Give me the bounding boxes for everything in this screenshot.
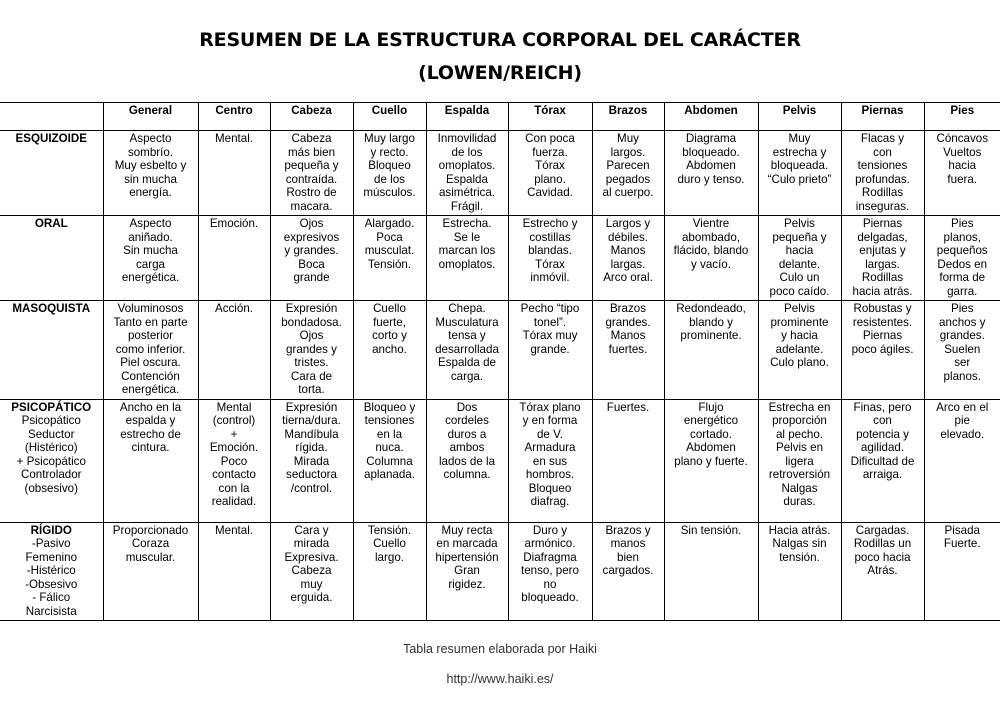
table-cell bbox=[924, 131, 1000, 216]
cell-text: Aspecto sombrío. Muy esbelto y sin mucha energía. bbox=[114, 132, 187, 199]
table-cell bbox=[198, 399, 270, 522]
cell-text: Pisada Fuerte. bbox=[943, 523, 981, 550]
table-cell bbox=[270, 216, 353, 301]
table-cell bbox=[198, 301, 270, 400]
row-header-cell bbox=[0, 522, 103, 621]
column-header: Centro bbox=[198, 103, 270, 131]
table-cell bbox=[664, 399, 758, 522]
cell-text: Redondeado, blando y prominente. bbox=[676, 302, 746, 342]
table-cell bbox=[841, 301, 924, 400]
table-cell bbox=[508, 522, 592, 621]
cell-text: Pecho “tipo tonel”. Tórax muy grande. bbox=[520, 302, 580, 356]
table-cell bbox=[103, 301, 198, 400]
column-header: General bbox=[103, 103, 198, 131]
cell-text: Tensión. Cuello largo. bbox=[367, 523, 412, 564]
cell-text: Flacas y con tensiones profundas. Rodillas inseguras. bbox=[855, 132, 910, 213]
column-header: Pelvis bbox=[758, 103, 841, 131]
column-header: Tórax bbox=[508, 103, 592, 131]
row-header-subtypes: Psicopático Seductor (Histérico) + Psicopático Controlador (obsesivo) bbox=[16, 414, 86, 495]
table-cell bbox=[353, 301, 426, 400]
column-header: Brazos bbox=[592, 103, 664, 131]
table-cell bbox=[508, 301, 592, 400]
column-header: Pies bbox=[924, 103, 1000, 131]
cell-text: Duro y armónico. Diafragma tenso, pero no bloqueado. bbox=[520, 523, 579, 604]
cell-text: Sin tensión. bbox=[680, 523, 742, 537]
cell-text: Piernas delgadas, enjutas y largas. Rodillas hacia atrás. bbox=[852, 217, 913, 298]
table-cell bbox=[592, 216, 664, 301]
cell-text: Pelvis pequeña y hacia delante. Culo un poco caído. bbox=[769, 217, 830, 298]
table-cell bbox=[592, 522, 664, 621]
cell-text: Arco en el pie elevado. bbox=[936, 400, 989, 441]
cell-text: Pies anchos y grandes. Suelen ser planos. bbox=[939, 302, 986, 383]
table-cell bbox=[841, 399, 924, 522]
cell-text: Cara y mirada Expresiva. Cabeza muy erguida. bbox=[284, 523, 339, 604]
cell-text: Largos y débiles. Manos largas. Arco oral. bbox=[603, 217, 653, 284]
cell-text: Alargado. Poca musculat. Tensión. bbox=[364, 217, 415, 271]
cell-text: Mental (control) + Emoción. Poco contacto con la realidad. bbox=[209, 400, 259, 508]
table-cell bbox=[841, 216, 924, 301]
table-cell bbox=[353, 131, 426, 216]
table-cell bbox=[426, 399, 508, 522]
table-row bbox=[0, 131, 1000, 216]
cell-text: Fuertes. bbox=[606, 400, 650, 414]
table-cell bbox=[353, 399, 426, 522]
table-cell bbox=[758, 131, 841, 216]
cell-text: Chepa. Musculatura tensa y desarrollada Espalda de carga. bbox=[435, 302, 499, 383]
row-header-name: MASOQUISTA bbox=[12, 302, 91, 315]
table-cell bbox=[103, 399, 198, 522]
footer-url: http://www.haiki.es/ bbox=[446, 672, 554, 686]
table-cell bbox=[758, 301, 841, 400]
page-title: RESUMEN DE LA ESTRUCTURA CORPORAL DEL CARÁCTER bbox=[199, 29, 801, 51]
table-cell bbox=[103, 131, 198, 216]
row-header-name: ORAL bbox=[34, 217, 68, 230]
table-row bbox=[0, 301, 1000, 400]
cell-text: Mental. bbox=[214, 132, 254, 145]
cell-text: Pies planos, pequeños Dedos en forma de garra. bbox=[936, 217, 988, 298]
footer-credit: Tabla resumen elaborada por Haiki bbox=[403, 642, 597, 656]
row-header-cell bbox=[0, 131, 103, 216]
column-header: Piernas bbox=[841, 103, 924, 131]
row-header-subtypes: -Pasivo Femenino -Histérico -Obsesivo - Fálico Narcisista bbox=[25, 537, 78, 618]
cell-text: Hacia atrás. Nalgas sin tensión. bbox=[768, 523, 831, 564]
column-header: Abdomen bbox=[664, 103, 758, 131]
cell-text: Muy estrecha y bloqueada. “Culo prieto” bbox=[767, 132, 832, 186]
cell-text: Emoción. bbox=[209, 217, 259, 230]
cell-text: Muy recta en marcada hipertensión Gran rigidez. bbox=[435, 523, 499, 591]
table-cell bbox=[592, 131, 664, 216]
cell-text: Bloqueo y tensiones en la nuca. Columna aplanada. bbox=[363, 400, 416, 481]
cell-text: Estrecha. Se le marcan los omoplatos. bbox=[438, 217, 496, 271]
table-cell bbox=[758, 522, 841, 621]
cell-text: Vientre abombado, flácido, blando y vacío. bbox=[673, 217, 749, 271]
row-header-name: ESQUIZOIDE bbox=[15, 132, 87, 145]
table-cell bbox=[664, 301, 758, 400]
cell-text: Pelvis prominente y hacia adelante. Culo plano. bbox=[770, 302, 829, 369]
column-header: Cabeza bbox=[270, 103, 353, 131]
cell-text: Dos cordeles duros a ambos lados de la columna. bbox=[438, 400, 496, 481]
cell-text: Cóncavos Vueltos hacia fuera. bbox=[936, 132, 989, 186]
table-cell bbox=[270, 399, 353, 522]
cell-text: Expresión tierna/dura. Mandíbula rígida. Mirada seductora /control. bbox=[282, 400, 341, 495]
cell-text: Ojos expresivos y grandes. Boca grande bbox=[283, 217, 340, 284]
row-header-cell bbox=[0, 216, 103, 301]
table-cell bbox=[270, 301, 353, 400]
cell-text: Flujo energético cortado. Abdomen plano y fuerte. bbox=[674, 400, 748, 468]
table-cell bbox=[664, 522, 758, 621]
table-cell bbox=[508, 399, 592, 522]
table-cell bbox=[508, 131, 592, 216]
cell-text: Tórax plano y en forma de V. Armadura en sus hombros. Bloqueo diafrag. bbox=[519, 400, 581, 508]
table-cell bbox=[592, 399, 664, 522]
cell-text: Finas, pero con potencia y agilidad. Dificultad de arraiga. bbox=[850, 400, 915, 481]
table-cell bbox=[841, 522, 924, 621]
table-cell bbox=[758, 216, 841, 301]
table-cell bbox=[924, 522, 1000, 621]
cell-text: Voluminosos Tanto en parte posterior como inferior. Piel oscura. Contención energética. bbox=[113, 302, 188, 396]
table-cell bbox=[103, 216, 198, 301]
table-cell bbox=[664, 216, 758, 301]
table-header-row bbox=[0, 103, 1000, 131]
table-cell bbox=[426, 301, 508, 400]
character-structure-table bbox=[0, 102, 1000, 621]
cell-text: Brazos y manos bien cargados. bbox=[602, 523, 654, 577]
cell-text: Diagrama bloqueado. Abdomen duro y tenso. bbox=[677, 132, 745, 186]
table-cell bbox=[270, 522, 353, 621]
cell-text: Aspecto aniñado. Sin mucha carga energética. bbox=[121, 217, 180, 284]
cell-text: Cabeza más bien pequeña y contraída. Rostro de macara. bbox=[284, 132, 339, 213]
header-corner-cell bbox=[0, 103, 103, 131]
table-cell bbox=[924, 399, 1000, 522]
table-cell bbox=[426, 522, 508, 621]
column-header: Cuello bbox=[353, 103, 426, 131]
row-header-cell bbox=[0, 399, 103, 522]
cell-text: Muy largo y recto. Bloqueo de los músculos. bbox=[363, 132, 416, 199]
cell-text: Proporcionado Coraza muscular. bbox=[112, 523, 189, 564]
cell-text: Muy largos. Parecen pegados al cuerpo. bbox=[602, 132, 654, 199]
cell-text: Estrecha en proporción al pecho. Pelvis en ligera retroversión Nalgas duras. bbox=[768, 400, 831, 508]
cell-text: Cargadas. Rodillas un poco hacia Atrás. bbox=[853, 523, 912, 577]
table-row bbox=[0, 522, 1000, 621]
row-header-name: PSICOPÁTICO bbox=[11, 400, 92, 414]
table-cell bbox=[426, 131, 508, 216]
table-cell bbox=[592, 301, 664, 400]
cell-text: Con poca fuerza. Tórax plano. Cavidad. bbox=[525, 132, 575, 199]
table-cell bbox=[353, 522, 426, 621]
table-cell bbox=[508, 216, 592, 301]
cell-text: Robustas y resistentes. Piernas poco ágiles. bbox=[851, 302, 914, 356]
cell-text: Cuello fuerte, corto y ancho. bbox=[372, 302, 407, 356]
row-header-name: RÍGIDO bbox=[30, 523, 72, 537]
cell-text: Mental. bbox=[214, 523, 254, 537]
column-header: Espalda bbox=[426, 103, 508, 131]
cell-text: Ancho en la espalda y estrecho de cintura. bbox=[119, 400, 182, 454]
table-cell bbox=[841, 131, 924, 216]
table-cell bbox=[924, 301, 1000, 400]
table-cell bbox=[426, 216, 508, 301]
cell-text: Estrecho y costillas blandas. Tórax inmóvil. bbox=[522, 217, 578, 284]
table-cell bbox=[198, 216, 270, 301]
table-cell bbox=[758, 399, 841, 522]
cell-text: Expresión bondadosa. Ojos grandes y tristes. Cara de torta. bbox=[281, 302, 342, 396]
table-cell bbox=[198, 131, 270, 216]
row-header-cell bbox=[0, 301, 103, 400]
table-cell bbox=[924, 216, 1000, 301]
cell-text: Inmovilidad de los omoplatos. Espalda asimétrica. Frágil. bbox=[437, 132, 497, 213]
table-cell bbox=[103, 522, 198, 621]
table-cell bbox=[270, 131, 353, 216]
page-subtitle: (LOWEN/REICH) bbox=[418, 62, 582, 84]
table-row bbox=[0, 399, 1000, 522]
table-cell bbox=[198, 522, 270, 621]
table-row bbox=[0, 216, 1000, 301]
cell-text: Acción. bbox=[214, 302, 254, 315]
cell-text: Brazos grandes. Manos fuertes. bbox=[605, 302, 651, 356]
table-cell bbox=[353, 216, 426, 301]
table-cell bbox=[664, 131, 758, 216]
